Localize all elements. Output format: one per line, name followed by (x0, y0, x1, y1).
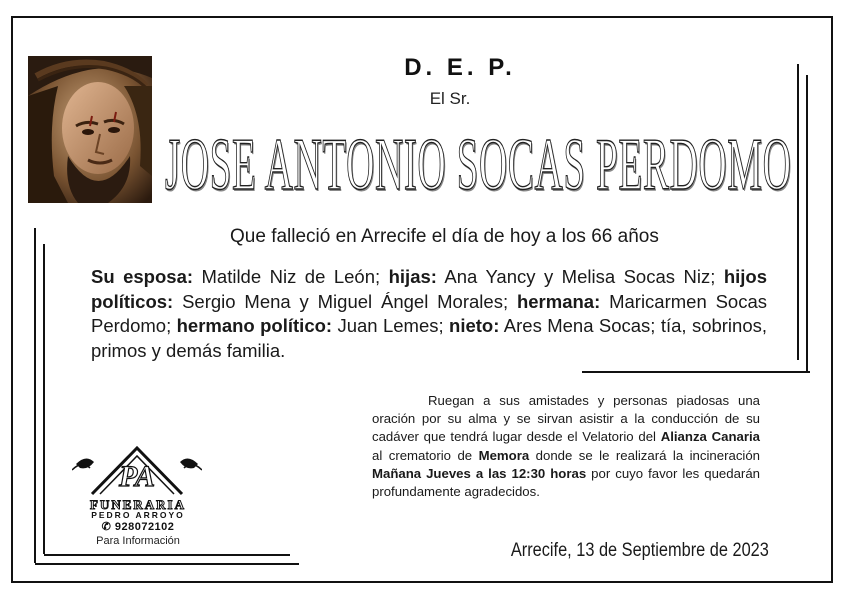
request-paragraph (372, 392, 760, 501)
deceased-line: Que falleció en Arrecife el día de hoy a los 66 años (230, 226, 659, 247)
right-rule-inner (806, 75, 808, 371)
dep-heading: D. E. P. (404, 54, 516, 81)
family-text: Maricarmen Socas Perdomo; (91, 290, 768, 336)
family-label: hermana: (516, 290, 601, 312)
funeral-home-logo (72, 440, 202, 550)
date-line: Arrecife, 13 de Septiembre de 2023 (510, 540, 769, 561)
family-paragraph (91, 265, 767, 363)
family-text: Matilde Niz de León; (193, 266, 389, 287)
family-label: nieto: (449, 315, 500, 336)
bottom-left-rule-2 (35, 563, 299, 565)
request-text: donde se le realizará la incineración (529, 447, 761, 463)
left-rule-inner (43, 244, 45, 554)
family-text: Sergio Mena y Miguel Ángel Morales; (173, 290, 517, 312)
family-label: Su esposa: (91, 266, 194, 287)
request-text: al crematorio de (372, 447, 479, 463)
funeral-home-phone: ✆ 928072102 (101, 521, 175, 533)
ceremony-time: Mañana Jueves a las 12:30 horas (372, 465, 587, 481)
info-label: Para Información (96, 535, 180, 547)
family-label: hijos políticos: (91, 266, 767, 312)
family-text: Juan Lemes; (332, 315, 450, 336)
logo-monogram: PA (118, 460, 156, 493)
logo-emblem-icon (72, 440, 202, 500)
portrait-image (28, 56, 152, 203)
right-rule-outer (797, 64, 799, 360)
family-label: hermano político: (176, 315, 333, 336)
family-text: Ana Yancy y Melisa Socas Niz; (436, 266, 724, 287)
venue-name: Alianza Canaria (660, 429, 760, 445)
mid-right-rule (582, 371, 810, 373)
deceased-name (165, 110, 795, 220)
bottom-left-rule-1 (44, 554, 290, 556)
funeral-home-owner: PEDRO ARROYO (91, 510, 185, 520)
request-text: por cuyo favor les quedarán profundamente agradecidos. (372, 465, 760, 500)
left-rule-outer (34, 228, 36, 563)
funeral-home-name: FUNERARIA (90, 497, 186, 512)
deceased-name-text: JOSE ANTONIO SOCAS PERDOMO (165, 124, 792, 206)
family-label: hijas: (388, 266, 437, 287)
family-text: Ares Mena Socas; tía, sobrinos, primos y demás familia. (91, 315, 768, 361)
crematorium-name: Memora (478, 447, 530, 463)
title-prefix: El Sr. (429, 89, 471, 108)
request-text: Ruegan a sus amistades y personas piadosas una oración por su alma y se sirvan asistir a la conducción de su cadáver que tendrá lugar desde el Velatorio del (372, 393, 760, 445)
